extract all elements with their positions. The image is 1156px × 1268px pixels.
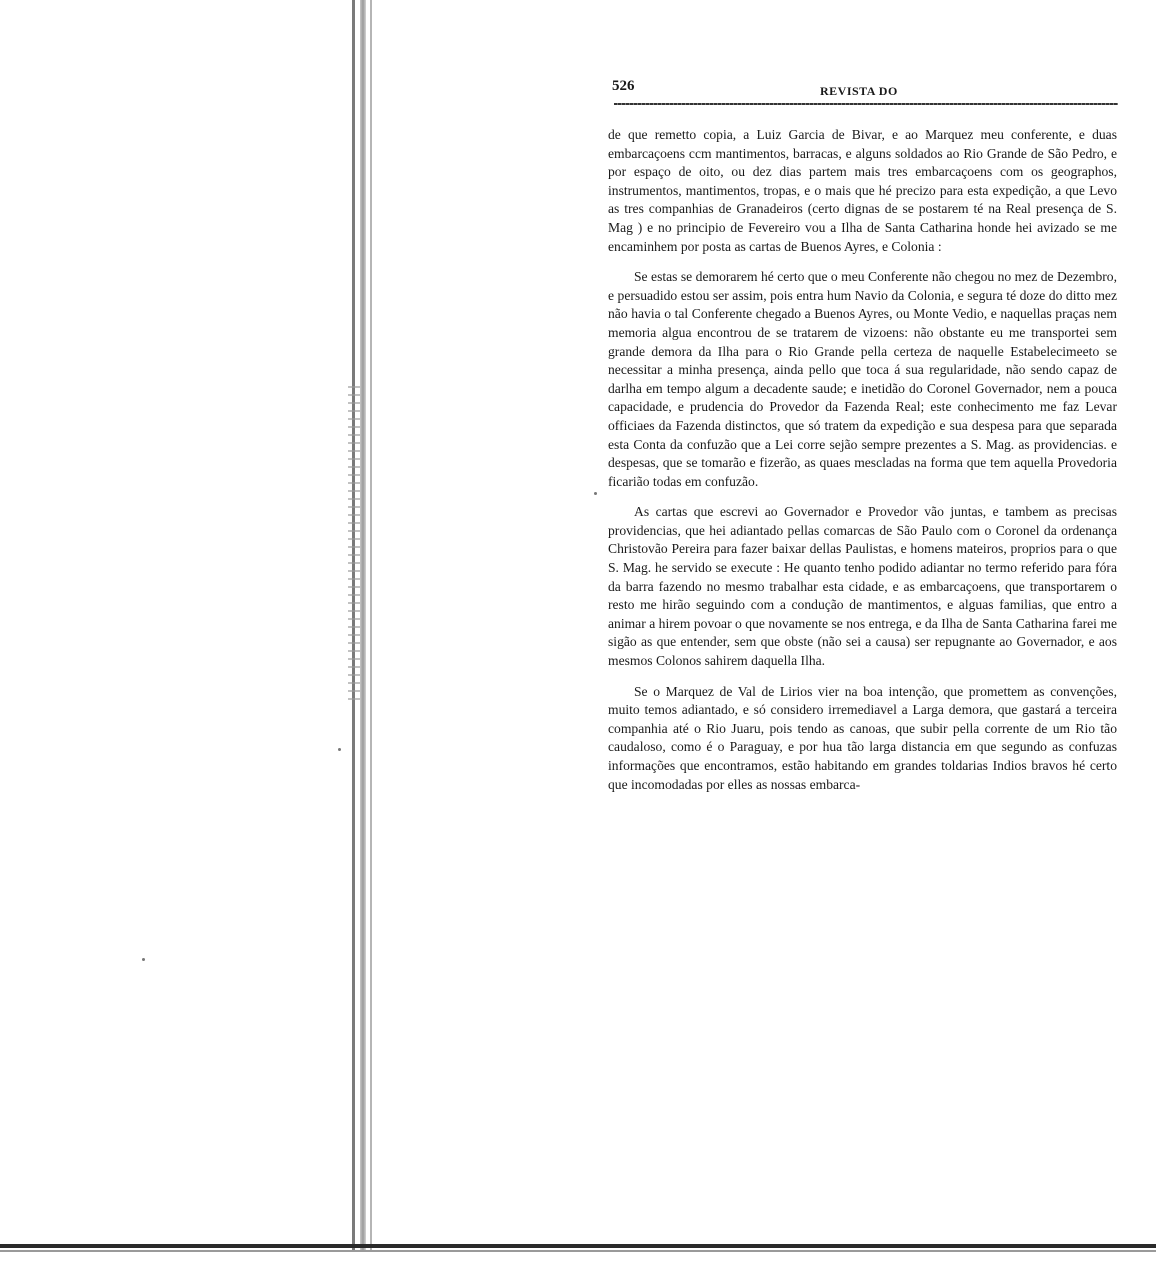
scan-speck	[338, 748, 341, 751]
paragraph: As cartas que escrevi ao Governador e Provedor vão juntas, e tambem as precisas providencias, que hei adiantado pellas comarcas de São Paulo com o Coronel da ordenança Christovão Pereira para fazer baixar dellas Paulistas, e homens mateiros, proprios para o que S. Mag. he servido se execute : He quanto tenho podido adiantar no termo referido para fóra da barra fazendo no mesmo trabalhar esta cidade, e as embarcaçoens, que transportarem o resto me hirão seguindo com a condução de mantimentos, e alguas familias, que entro a animar a hirem povoar o que novamente se nos entrega, e da Ilha de Santa Catharina farei me sigão as que entender, sem que obste (não sei a causa) ser repugnante ao Governador, e aos mesmos Colonos sahirem daquella Ilha.	[608, 504, 1117, 669]
page-header	[600, 76, 1120, 98]
page-bottom-edge-shadow	[0, 1250, 1156, 1252]
header-rule	[614, 103, 1118, 105]
paragraph: Se estas se demorarem hé certo que o meu Conferente não chegou no mez de Dezembro, e persuadido estou ser assim, pois entra hum Navio da Colonia, e segura té doze do ditto mez não havia o tal Conferente chegado a Buenos Ayres, ou Monte Vedio, e naquellas praças nem memoria algua encontrou de se tratarem de vizoens: não obstante eu me transportei sem grande demora da Ilha para o Rio Grande pella certeza de naquelle Estabelecimeeto se necessitar a minha presença, ainda pello que toca á sua regularidade, não sendo capaz de darlha em tempo algum a decadente saude; e inetidão do Coronel Governador, nem a pouca capacidade, e prudencia do Provedor da Fazenda Real; este conhecimento me faz Levar officiaes da Fazenda distinctos, que só tratem da expedição e sua despesa para que separada esta Conta da confuzão que a Lei corre sejão sempre prezentes a S. Mag. as providencias. e despesas, que se tomarão e fizerão, as quaes mescladas na forma que tem aquella Provedoria ficarião todas em confuzão.	[608, 269, 1117, 489]
paragraph: Se o Marquez de Val de Lirios vier na boa intenção, que promettem as convenções, muito temos adiantado, e só considero irremediavel a Larga demora, que gastará a terceira companhia até o Rio Juaru, pois tendo as canoas, que subir pella corrente de um Rio tão caudaloso, como é o Paraguay, e por hua tão larga distancia em que segundo as confuzas informações que encontramos, estão habitando em grandes toldarias Indios bravos hé certo que incomodadas por elles as nossas embarca-	[608, 683, 1117, 792]
body-text	[608, 126, 1117, 794]
running-head: REVISTA DO	[820, 84, 898, 98]
page-number: 526	[612, 78, 635, 94]
page-bottom-edge	[0, 1244, 1156, 1248]
scan-speck	[142, 958, 145, 961]
paragraph: de que remetto copia, a Luiz Garcia de Bivar, e ao Marquez meu conferente, e duas embarcaçoens ccm mantimentos, barracas, e alguns soldados ao Rio Grande de São Pedro, e por espaço de oito, ou dez dias partem mais tres embarcaçoens com os geographos, instrumentos, mantimentos, tropas, e o mais que hé precizo para esta expedição, a que Levo as tres companhias de Granadeiros (certo dignas de se postarem té na Real presença de S. Mag ) e no principio de Fevereiro vou a Ilha de Santa Catharina honde hei avizado se me encaminhem por posta as cartas de Buenos Ayres, e Colonia :	[608, 127, 1117, 254]
scan-speck	[594, 492, 597, 495]
book-page	[600, 76, 1120, 792]
book-gutter	[348, 0, 380, 1250]
